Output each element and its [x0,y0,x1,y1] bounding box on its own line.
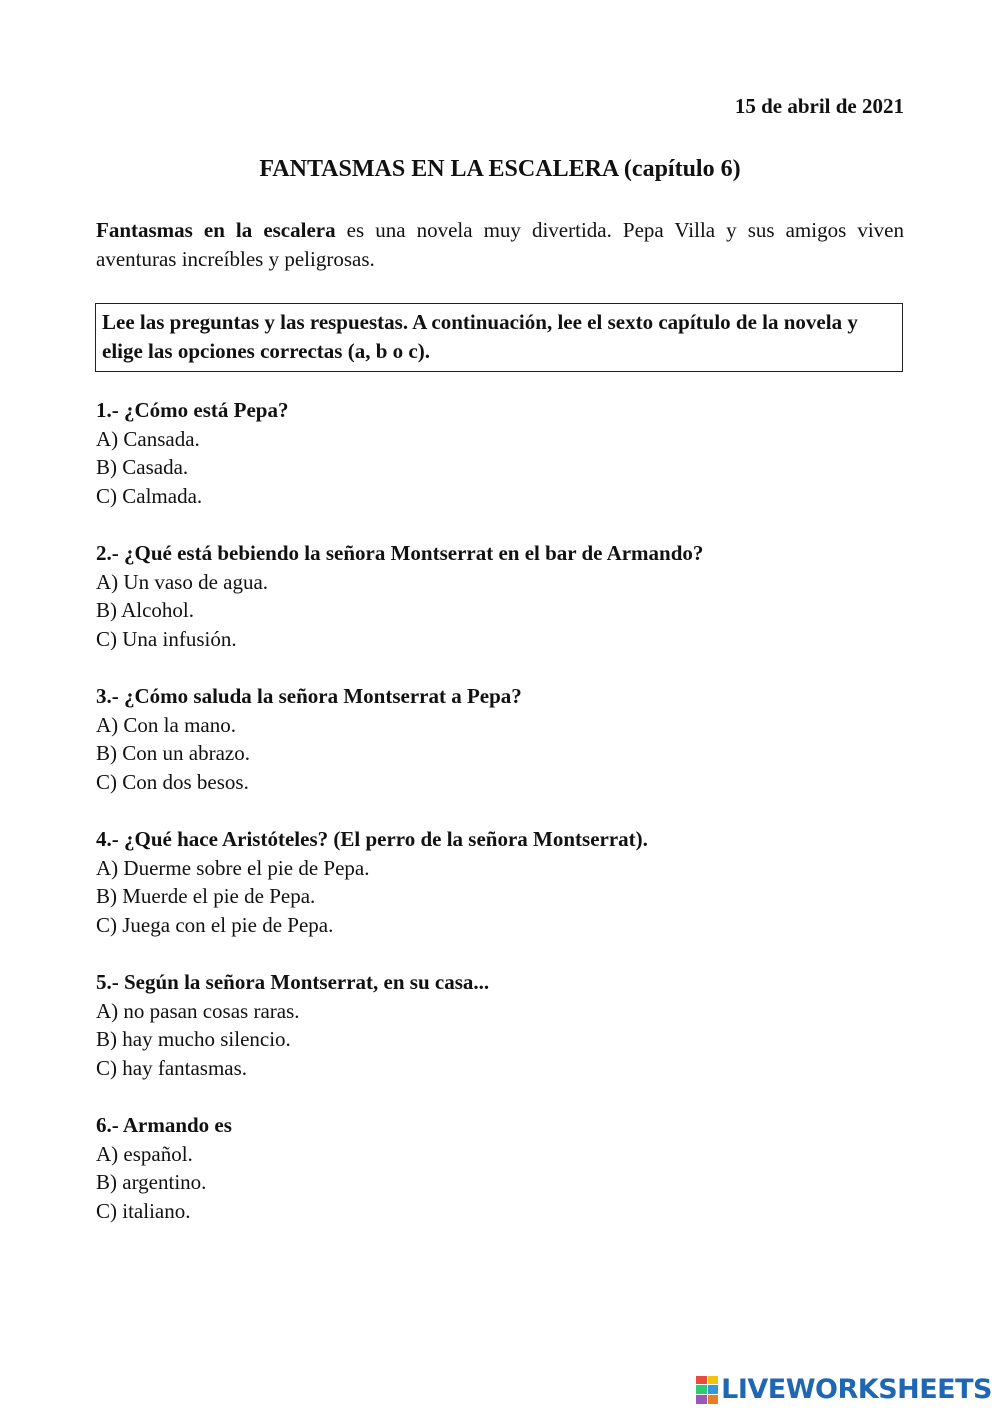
option-b: B) Casada. [96,455,189,479]
logo-square [708,1385,719,1394]
option-c: C) Una infusión. [96,626,237,651]
option-c: C) hay fantasmas. [96,1055,248,1080]
question-6 [96,1111,904,1225]
question-4 [96,825,904,939]
question-1 [96,396,904,510]
option-a: A) no pasan cosas raras. [96,998,300,1023]
question-text: 6.- Armando es [96,1113,232,1137]
question-text: 4.- ¿Qué hace Aristóteles? (El perro de la señora Montserrat). [96,827,648,851]
option-b: B) Con un abrazo. [96,741,250,765]
option-a: A) Duerme sobre el pie de Pepa. [96,855,370,880]
intro-paragraph [96,216,904,274]
question-text: 1.- ¿Cómo está Pepa? [96,398,289,422]
logo-square [708,1395,719,1404]
logo-square [696,1376,707,1385]
question-list [96,396,904,1254]
question-text: 2.- ¿Qué está bebiendo la señora Montserrat en el bar de Armando? [96,541,704,565]
question-2 [96,539,904,653]
page-title: FANTASMAS EN LA ESCALERA (capítulo 6) [259,156,741,182]
option-a: A) Un vaso de agua. [96,569,269,594]
logo-square [708,1376,719,1385]
watermark-text: LIVEWORKSHEETS [721,1374,992,1405]
option-a: A) Con la mano. [96,712,236,737]
liveworksheets-logo-icon [696,1376,718,1404]
liveworksheets-watermark [696,1374,992,1405]
option-c: C) Juega con el pie de Pepa. [96,912,334,937]
logo-square [696,1395,707,1404]
option-c: C) Calmada. [96,483,203,508]
option-b: B) hay mucho silencio. [96,1027,291,1051]
option-a: A) Cansada. [96,426,200,451]
option-b: B) argentino. [96,1170,207,1194]
question-text: 3.- ¿Cómo saluda la señora Montserrat a Pepa? [96,684,522,708]
question-5 [96,968,904,1082]
intro-text: es una novela muy divertida. Pepa Villa y sus amigos viven aventuras increíbles y peligrosas. [96,218,904,271]
question-text: 5.- Según la señora Montserrat, en su casa... [96,970,490,994]
option-b: B) Muerde el pie de Pepa. [96,884,316,908]
option-c: C) italiano. [96,1198,191,1223]
date: 15 de abril de 2021 [734,94,904,118]
novel-title: Fantasmas en la escalera [96,218,336,242]
instructions-box: Lee las preguntas y las respuestas. A continuación, lee el sexto capítulo de la novela y elige las opciones correctas (a, b o c). [95,303,903,372]
question-3 [96,682,904,796]
logo-square [696,1385,707,1394]
option-c: C) Con dos besos. [96,769,249,794]
option-a: A) español. [96,1141,193,1166]
option-b: B) Alcohol. [96,598,194,622]
